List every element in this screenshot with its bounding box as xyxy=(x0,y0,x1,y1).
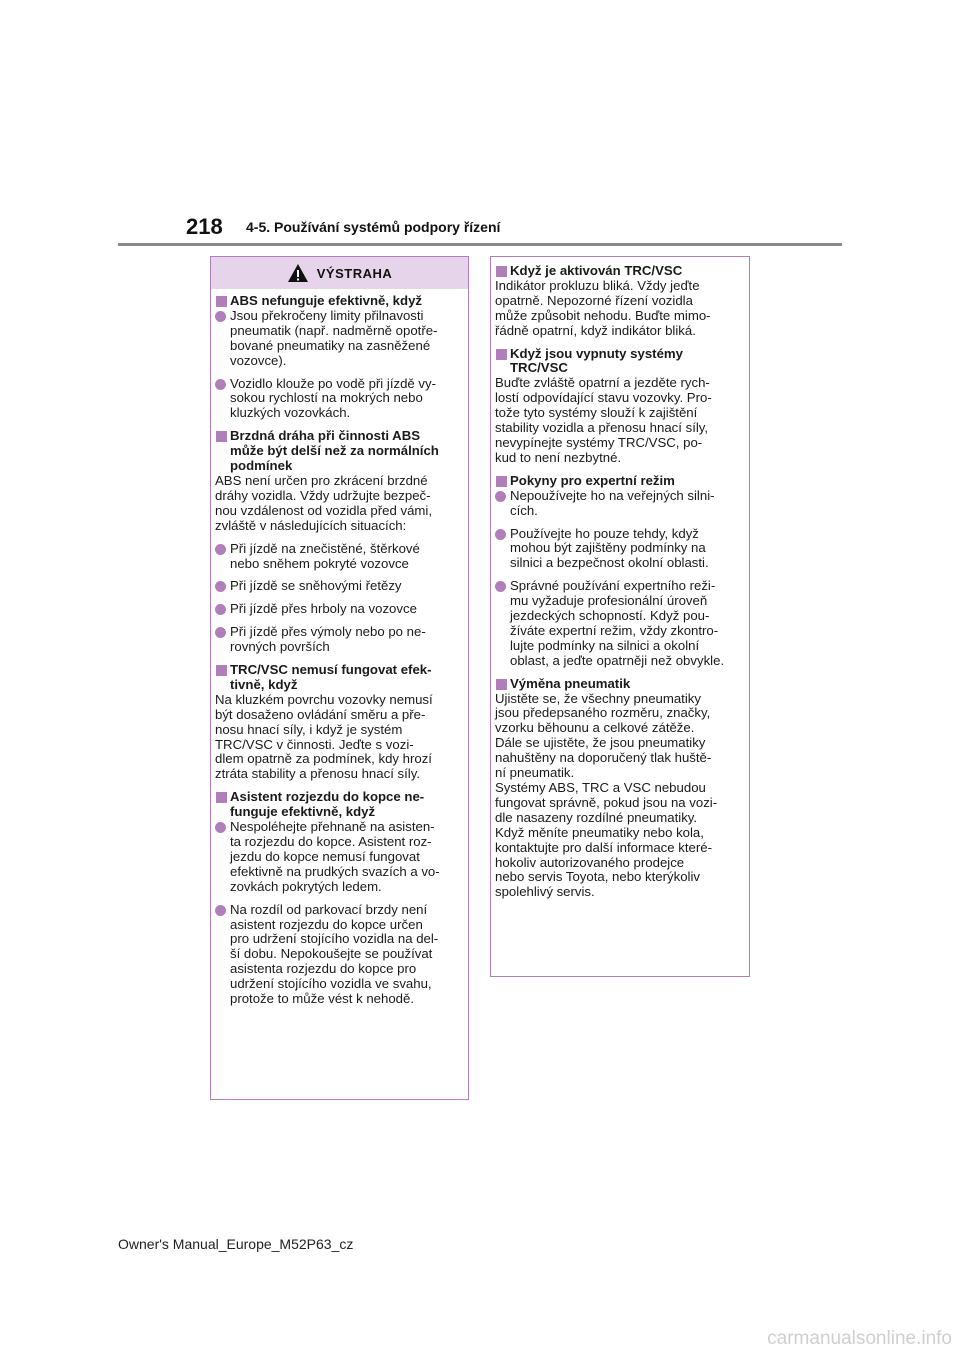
paragraph: Na kluzkém povrchu vozovky nemusí být dosaženo ovládání směru a pře- nosu hnací síly, i když je systém TRC/VSC v činnosti. Jeďte s vozi- dlem opatrně za podmínek, kdy hrozí ztráta stability a přenosu hnací síly. xyxy=(215,691,433,782)
bullet-item: Nespoléhejte přehnaně na asisten- ta rozjezdu do kopce. Asistent roz- jezdu do kopce nemusí fungovat efektivně na prudkých svazích a vo- zovkách pokrytých ledem. xyxy=(215,820,463,895)
bullet-item: Při jízdě přes hrboly na vozovce xyxy=(215,602,463,617)
square-bullet-icon xyxy=(496,476,507,487)
round-bullet-icon xyxy=(215,581,226,592)
square-bullet-icon xyxy=(496,679,507,690)
watermark: carmanualsonline.info xyxy=(767,1328,952,1349)
round-bullet-icon xyxy=(215,905,226,916)
round-bullet-icon xyxy=(215,627,226,638)
warning-title: VÝSTRAHA xyxy=(316,265,393,281)
bullet-item: Nepoužívejte ho na veřejných silni- cích. xyxy=(495,489,744,519)
warning-triangle-icon xyxy=(287,263,309,283)
square-bullet-icon xyxy=(216,792,227,803)
paragraph: ABS není určen pro zkrácení brzdné dráhy vozidla. Vždy udržujte bezpeč- nou vzdálenost od vozidla před vámi, zvláště v následujících situacích: xyxy=(215,472,432,533)
bullet-item: Jsou překročeny limity přilnavosti pneumatik (např. nadměrně opotře- bované pneumatiky na zasněžené vozovce). xyxy=(215,309,463,369)
paragraph: Ujistěte se, že všechny pneumatiky jsou předepsaného rozměru, značky, vzorku běhounu a celkové zátěže. Dále se ujistěte, že jsou pneumatiky nahuštěny na doporučený tlak huště- ní pneumatik. Systémy ABS, TRC a VSC nebudou fungovat správně, pokud jsou na vozi- dle nasazeny rozdílné pneumatiky. Když měníte pneumatiky nebo kola, kontaktujte pro další informace které- hokoliv autorizovaného prodejce nebo servis Toyota, nebo kterýkoliv spolehlivý servis. xyxy=(495,690,718,900)
warning-content-continued xyxy=(491,257,749,900)
square-bullet-icon xyxy=(216,296,227,307)
section-heading: TRC/VSC nemusí fungovat efek- tivně, když xyxy=(215,663,463,693)
warning-header xyxy=(211,257,468,289)
round-bullet-icon xyxy=(495,491,506,502)
section-heading: Výměna pneumatik xyxy=(495,677,744,692)
section-heading: ABS nefunguje efektivně, když xyxy=(215,294,463,309)
round-bullet-icon xyxy=(495,581,506,592)
warning-box-continued xyxy=(490,256,750,977)
round-bullet-icon xyxy=(215,544,226,555)
bullet-item: Při jízdě na znečistěné, štěrkové nebo sněhem pokryté vozovce xyxy=(215,542,463,572)
paragraph: Buďte zvláště opatrní a jezděte rych- lostí odpovídající stavu vozovky. Pro- tože tyto systémy slouží k zajištění stability vozidla a přenosu hnací síly, nevypínejte systémy TRC/VSC, po- kud to není nezbytné. xyxy=(495,375,712,465)
square-bullet-icon xyxy=(216,431,227,442)
bullet-item: Vozidlo klouže po vodě při jízdě vy- sokou rychlostí na mokrých nebo kluzkých vozovkách. xyxy=(215,377,463,422)
square-bullet-icon xyxy=(496,266,507,277)
bullet-item: Na rozdíl od parkovací brzdy není asistent rozjezdu do kopce určen pro udržení stojícího vozidla na del- ší dobu. Nepokoušejte se používat asistenta rozjezdu do kopce pro udržení stojícího vozidla ve svahu, protože to může vést k nehodě. xyxy=(215,903,463,1007)
chapter-title: 4-5. Používání systémů podpory řízení xyxy=(246,219,501,235)
square-bullet-icon xyxy=(216,665,227,676)
round-bullet-icon xyxy=(215,822,226,833)
section-heading: Pokyny pro expertní režim xyxy=(495,474,744,489)
bullet-item: Správné používání expertního reži- mu vyžaduje profesionální úroveň jezdeckých schopností. Když pou- žíváte expertní režim, vždy zkontro- lujte podmínky na silnici a okolní oblast, a jeďte opatrněji než obvykle. xyxy=(495,579,744,668)
round-bullet-icon xyxy=(495,529,506,540)
warning-content xyxy=(211,289,468,1007)
header-rule xyxy=(118,243,842,246)
round-bullet-icon xyxy=(215,379,226,390)
square-bullet-icon xyxy=(496,349,507,360)
round-bullet-icon xyxy=(215,311,226,322)
section-heading: Když je aktivován TRC/VSC xyxy=(495,264,744,279)
section-heading: Když jsou vypnuty systémy TRC/VSC xyxy=(495,347,744,377)
bullet-item: Při jízdě se sněhovými řetězy xyxy=(215,579,463,594)
bullet-item: Při jízdě přes výmoly nebo po ne- rovných površích xyxy=(215,625,463,655)
section-heading: Asistent rozjezdu do kopce ne- funguje efektivně, když xyxy=(215,790,463,820)
paragraph: Indikátor prokluzu bliká. Vždy jeďte opatrně. Nepozorné řízení vozidla může způsobit nehodu. Buďte mimo- řádně opatrní, když indikátor bliká. xyxy=(495,277,711,338)
section-heading: Brzdná dráha při činnosti ABS může být delší než za normálních podmínek xyxy=(215,429,463,474)
round-bullet-icon xyxy=(215,604,226,615)
page-number: 218 xyxy=(186,214,223,239)
warning-box xyxy=(210,256,469,1100)
bullet-item: Používejte ho pouze tehdy, když mohou být zajištěny podmínky na silnici a bezpečnost okolní oblasti. xyxy=(495,527,744,572)
footer-doc-id: Owner's Manual_Europe_M52P63_cz xyxy=(118,1236,354,1252)
